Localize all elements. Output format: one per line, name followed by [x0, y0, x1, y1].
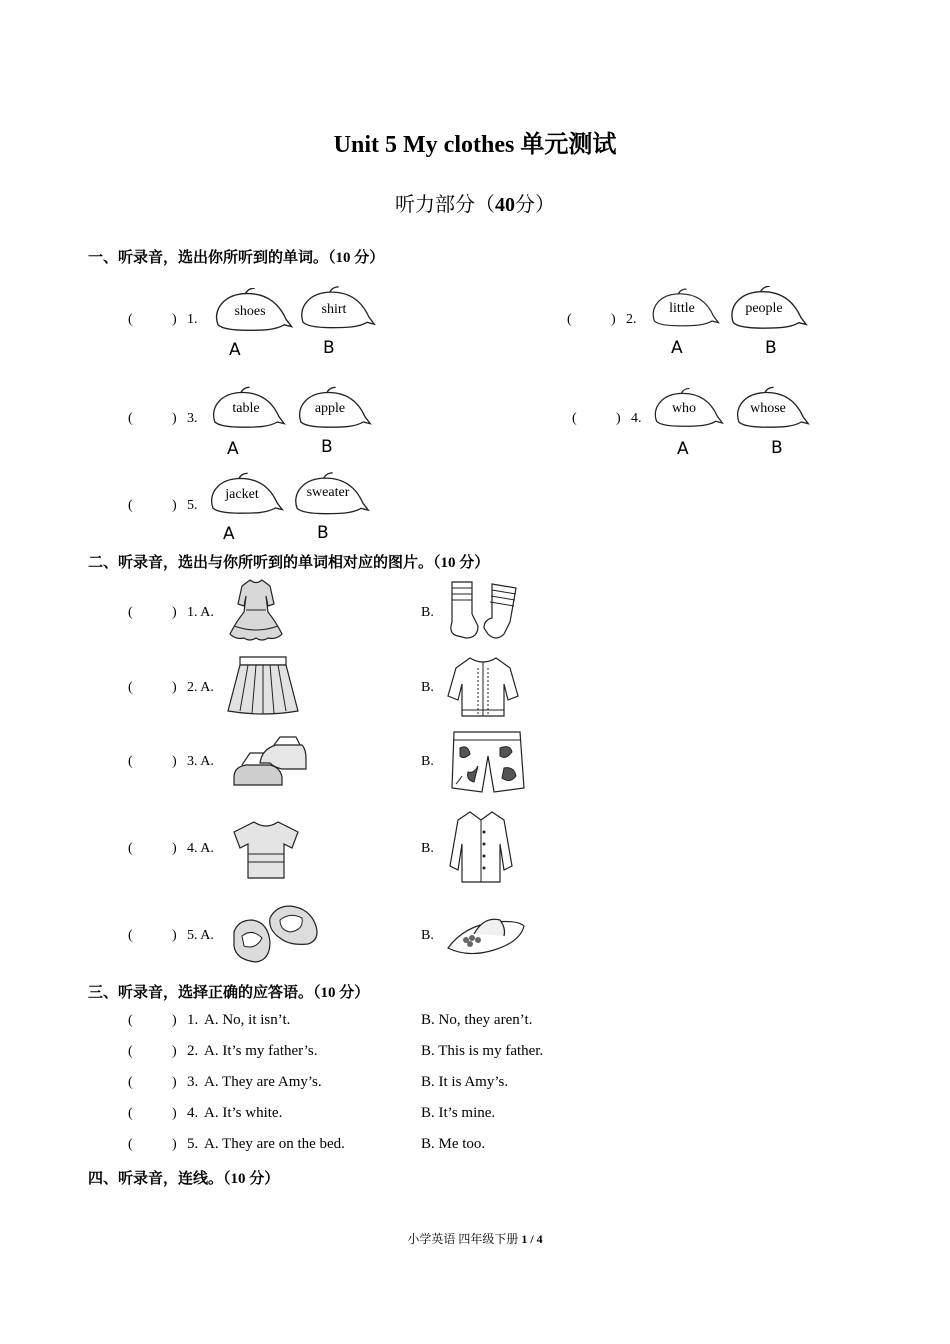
leaf-option-a: [650, 386, 724, 432]
section-subtitle: 听力部分（40分）: [395, 194, 555, 216]
option-a-text: A. It’s white.: [204, 1105, 283, 1121]
dress-icon: [228, 578, 284, 644]
hat-icon: [444, 912, 526, 958]
option-b-text: B. It’s mine.: [421, 1105, 496, 1121]
leaf-option-b: [290, 472, 370, 518]
leaf-option-b: [726, 286, 808, 332]
skirt-icon: [226, 655, 300, 715]
leaf-option-a: [208, 386, 286, 432]
section-1-heading: 一、听录音，选出你所听到的单词。（10 分）: [88, 250, 385, 266]
page-footer: 小学英语 四年级下册 1 / 4: [407, 1232, 543, 1246]
leaf-word: apple: [314, 401, 346, 416]
option-letter: B.: [421, 928, 434, 943]
option-letter: A: [227, 439, 239, 459]
leaf-word: people: [745, 301, 783, 316]
option-b-text: B. Me too.: [421, 1136, 486, 1152]
option-letter: A: [223, 524, 235, 544]
question-number: 2. A.: [187, 680, 214, 695]
shirt-icon: [448, 808, 514, 886]
section-4-heading: 四、听录音，连线。（10 分）: [88, 1171, 280, 1187]
option-letter: B: [321, 437, 333, 457]
option-letter: B.: [421, 841, 434, 856]
option-b-text: B. It is Amy’s.: [421, 1074, 509, 1090]
leaf-option-b: [294, 386, 372, 432]
leaf-option-b: [296, 286, 376, 332]
option-b-text: B. No, they aren’t.: [421, 1012, 533, 1028]
leaf-option-a: [648, 286, 720, 332]
page-title: Unit 5 My clothes 单元测试: [333, 132, 617, 158]
leaf-word: jacket: [225, 487, 259, 502]
leaf-word: table: [232, 401, 260, 416]
leaf-option-a: [210, 288, 294, 334]
question-number: 4.: [631, 411, 642, 426]
option-letter: B: [771, 438, 783, 458]
leaf-word: shirt: [321, 302, 347, 317]
leaf-word: sweater: [306, 485, 350, 500]
t-shirt-icon: [230, 818, 302, 882]
option-letter: B: [323, 338, 335, 358]
section-3-heading: 三、听录音，选择正确的应答语。（10 分）: [88, 985, 370, 1001]
option-letter: B.: [421, 754, 434, 769]
question-number: 4.: [187, 1105, 199, 1121]
option-a-text: A. They are on the bed.: [204, 1136, 345, 1152]
question-number: 5.: [187, 1136, 199, 1152]
question-number: 3.: [187, 411, 198, 426]
sweater-icon: [446, 654, 520, 720]
question-number: 4. A.: [187, 841, 214, 856]
option-a-text: A. It’s my father’s.: [204, 1043, 318, 1059]
question-number: 1.: [187, 1012, 199, 1028]
option-a-text: A. No, it isn’t.: [204, 1012, 291, 1028]
option-letter: A: [229, 340, 241, 360]
option-letter: B.: [421, 605, 434, 620]
sandals-icon: [230, 735, 308, 791]
option-letter: A: [671, 338, 683, 358]
socks-icon: [446, 578, 524, 644]
leaf-word: who: [671, 401, 697, 416]
leaf-word: little: [669, 301, 695, 316]
leaf-word: whose: [750, 401, 786, 416]
option-letter: B: [317, 523, 329, 543]
question-number: 2.: [187, 1043, 199, 1059]
leaf-word: shoes: [234, 304, 266, 319]
question-number: 1.: [187, 312, 198, 327]
question-number: 2.: [626, 312, 637, 327]
section-2-heading: 二、听录音，选出与你所听到的单词相对应的图片。（10 分）: [88, 555, 490, 571]
question-number: 5.: [187, 498, 198, 513]
option-letter: A: [677, 439, 689, 459]
option-letter: B: [765, 338, 777, 358]
question-number: 5. A.: [187, 928, 214, 943]
question-number: 3. A.: [187, 754, 214, 769]
question-number: 1. A.: [187, 605, 214, 620]
shoes-icon: [230, 902, 322, 966]
leaf-option-a: [206, 472, 284, 518]
option-b-text: B. This is my father.: [421, 1043, 544, 1059]
shorts-icon: [448, 730, 526, 796]
question-number: 3.: [187, 1074, 199, 1090]
option-letter: B.: [421, 680, 434, 695]
page-number: 1 / 4: [521, 1232, 543, 1246]
leaf-option-b: [732, 386, 810, 432]
option-a-text: A. They are Amy’s.: [204, 1074, 322, 1090]
